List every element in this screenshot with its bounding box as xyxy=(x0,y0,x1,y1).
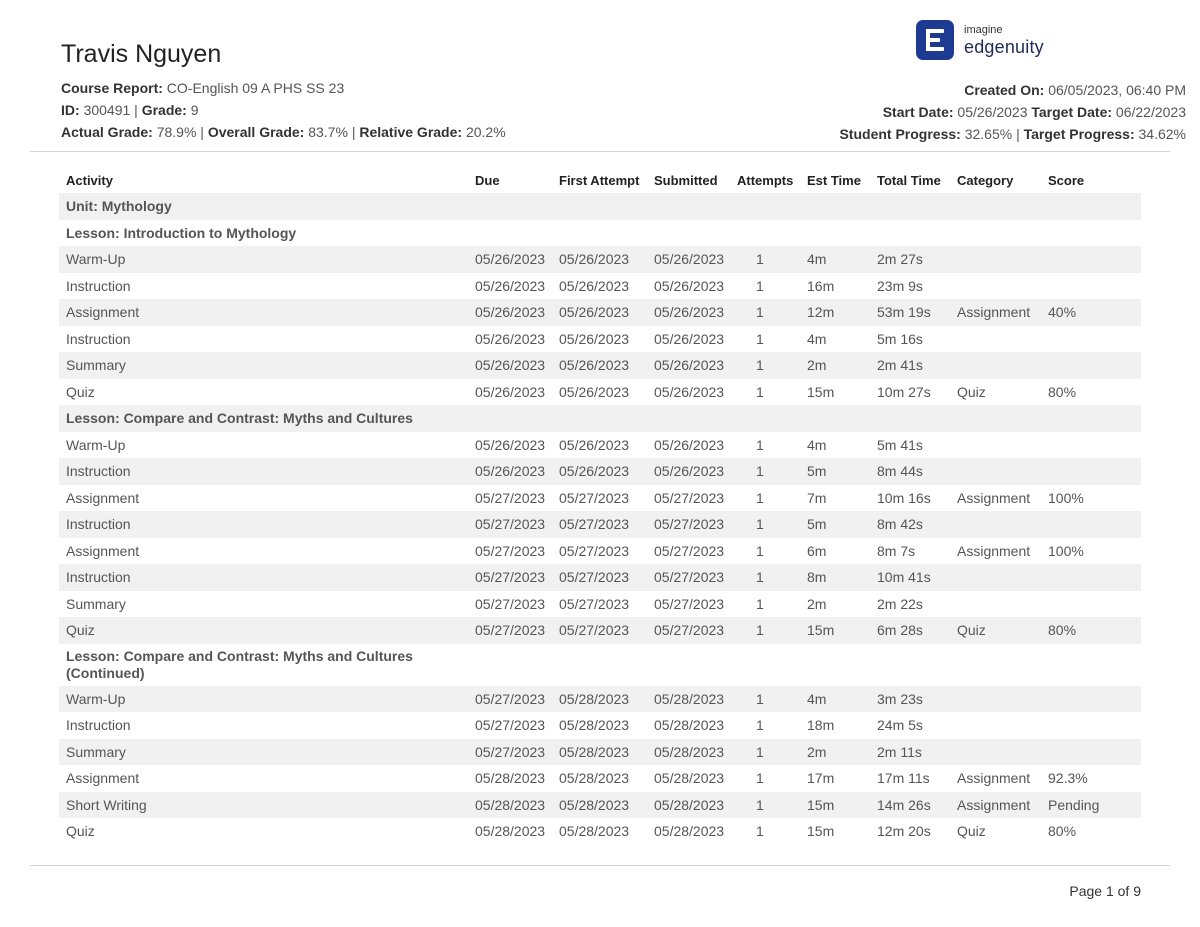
edgenuity-logo xyxy=(916,20,1056,62)
cell-category xyxy=(950,432,1041,459)
cell-category: Quiz xyxy=(950,617,1041,644)
cell-category xyxy=(950,686,1041,713)
unit-title: Unit: Mythology xyxy=(59,193,468,220)
cell-score xyxy=(1041,273,1141,300)
cell-total-time: 2m 11s xyxy=(870,739,950,766)
row-filler xyxy=(468,193,1141,220)
cell-due: 05/26/2023 xyxy=(475,436,546,453)
cell-due: 05/27/2023 xyxy=(475,595,546,612)
cell-activity: Summary xyxy=(59,739,468,766)
cell-submitted: 05/26/2023 xyxy=(647,352,730,379)
cell-submitted: 05/28/2023 xyxy=(647,739,730,766)
cell-attempts: 1 xyxy=(730,617,800,644)
cell-first-attempt: 05/26/2023 xyxy=(552,299,647,326)
cell-category xyxy=(950,458,1041,485)
course-value: CO-English 09 A PHS SS 23 xyxy=(166,80,345,96)
table-row xyxy=(59,273,1141,300)
table-row xyxy=(59,379,1141,406)
cell-total-time: 8m 44s xyxy=(870,458,950,485)
cell-total-time: 17m 11s xyxy=(877,770,930,787)
grade-value: 9 xyxy=(190,102,199,118)
cell-first-attempt: 05/26/2023 xyxy=(559,330,630,347)
cell-activity: Instruction xyxy=(59,511,468,538)
cell-first-attempt: 05/26/2023 xyxy=(552,458,647,485)
cell-submitted: 05/27/2023 xyxy=(647,511,730,538)
cell-first-attempt: 05/27/2023 xyxy=(559,489,630,506)
table-row xyxy=(59,792,1141,819)
column-header-est-time: Est Time xyxy=(807,172,861,188)
cell-score xyxy=(1041,326,1141,353)
created-label: Created On: xyxy=(964,82,1045,98)
id-value: 300491 xyxy=(83,102,131,118)
cell-category xyxy=(950,352,1041,379)
cell-score xyxy=(1041,458,1141,485)
cell-total-time: 2m 41s xyxy=(870,352,950,379)
cell-activity: Assignment xyxy=(66,770,140,787)
cell-attempts: 1 xyxy=(730,299,800,326)
cell-due: 05/27/2023 xyxy=(468,617,552,644)
cell-score: 100% xyxy=(1048,542,1084,559)
table-row xyxy=(59,538,1141,565)
cell-total-time: 3m 23s xyxy=(870,686,950,713)
cell-est-time: 17m xyxy=(807,770,835,787)
cell-total-time: 8m 42s xyxy=(870,511,950,538)
cell-total-time: 8m 7s xyxy=(877,542,916,559)
cell-submitted: 05/27/2023 xyxy=(647,564,730,591)
created-value: 06/05/2023, 06:40 PM xyxy=(1048,82,1186,98)
column-header-submitted: Submitted xyxy=(654,172,718,188)
cell-first-attempt: 05/26/2023 xyxy=(552,352,647,379)
report-info-left xyxy=(61,77,506,143)
cell-activity: Warm-Up xyxy=(59,686,468,713)
cell-est-time: 4m xyxy=(800,246,870,273)
course-label: Course Report: xyxy=(61,80,163,96)
cell-est-time: 18m xyxy=(807,717,835,734)
cell-due: 05/27/2023 xyxy=(475,717,546,734)
cell-attempts: 1 xyxy=(756,542,764,559)
table-row xyxy=(59,352,1141,379)
column-header-due: Due xyxy=(475,172,500,188)
cell-score xyxy=(1041,712,1141,739)
cell-submitted: 05/26/2023 xyxy=(647,458,730,485)
cell-attempts: 1 xyxy=(756,383,764,400)
table-row xyxy=(59,432,1141,459)
column-header-attempts: Attempts xyxy=(737,172,794,188)
cell-attempts: 1 xyxy=(756,489,764,506)
table-row xyxy=(59,818,1141,845)
cell-total-time: 2m 27s xyxy=(870,246,950,273)
cell-first-attempt: 05/28/2023 xyxy=(552,686,647,713)
cell-submitted: 05/27/2023 xyxy=(654,542,725,559)
cell-est-time: 2m xyxy=(807,595,827,612)
cell-due: 05/26/2023 xyxy=(475,383,546,400)
cell-submitted: 05/27/2023 xyxy=(654,595,725,612)
lesson-title: Lesson: Compare and Contrast: Myths and Cultures xyxy=(59,405,468,432)
cell-first-attempt: 05/27/2023 xyxy=(552,511,647,538)
cell-total-time: 10m 41s xyxy=(870,564,950,591)
overall-grade-value: 83.7% xyxy=(308,124,348,140)
cell-score: Pending xyxy=(1041,792,1141,819)
column-header-score: Score xyxy=(1048,172,1085,188)
cell-total-time: 10m 16s xyxy=(877,489,931,506)
table-row xyxy=(59,739,1141,766)
cell-category: Assignment xyxy=(957,489,1031,506)
cell-total-time: 10m 27s xyxy=(877,383,931,400)
cell-est-time: 15m xyxy=(807,823,835,840)
footer-divider xyxy=(30,865,1170,866)
page-number: Page 1 of 9 xyxy=(1069,883,1141,899)
cell-score: 40% xyxy=(1041,299,1141,326)
cell-first-attempt: 05/28/2023 xyxy=(559,770,630,787)
logo-text-edgenuity: edgenuity xyxy=(964,37,1044,57)
logo-text-imagine: imagine xyxy=(964,24,1003,36)
cell-first-attempt: 05/26/2023 xyxy=(559,277,630,294)
cell-activity: Assignment xyxy=(66,542,140,559)
separator: | xyxy=(1016,126,1020,142)
table-row xyxy=(59,564,1141,591)
cell-first-attempt: 05/28/2023 xyxy=(559,717,630,734)
column-header-first-attempt: First Attempt xyxy=(559,172,640,188)
cell-category xyxy=(950,739,1041,766)
cell-est-time: 2m xyxy=(800,352,870,379)
table-row xyxy=(59,686,1141,713)
cell-activity: Quiz xyxy=(59,617,468,644)
cell-first-attempt: 05/28/2023 xyxy=(552,739,647,766)
cell-submitted: 05/28/2023 xyxy=(654,770,725,787)
cell-total-time: 53m 19s xyxy=(870,299,950,326)
cell-est-time: 4m xyxy=(807,436,827,453)
cell-attempts: 1 xyxy=(756,823,764,840)
cell-est-time: 15m xyxy=(800,792,870,819)
cell-due: 05/26/2023 xyxy=(468,458,552,485)
cell-attempts: 1 xyxy=(756,595,764,612)
cell-attempts: 1 xyxy=(756,277,764,294)
cell-attempts: 1 xyxy=(730,246,800,273)
student-progress-value: 32.65% xyxy=(964,126,1013,142)
cell-due: 05/26/2023 xyxy=(475,330,546,347)
cell-score: 80% xyxy=(1048,383,1077,400)
cell-score xyxy=(1041,352,1141,379)
lesson-title: Lesson: Introduction to Mythology xyxy=(66,224,297,241)
table-row xyxy=(59,246,1141,273)
table-row xyxy=(59,591,1141,618)
table-row xyxy=(59,712,1141,739)
cell-est-time: 8m xyxy=(800,564,870,591)
cell-score xyxy=(1041,591,1141,618)
cell-due: 05/27/2023 xyxy=(468,686,552,713)
cell-attempts: 1 xyxy=(756,330,764,347)
cell-first-attempt: 05/26/2023 xyxy=(559,436,630,453)
cell-due: 05/27/2023 xyxy=(475,489,546,506)
relative-grade-value: 20.2% xyxy=(465,124,506,140)
separator: | xyxy=(200,124,204,140)
table-row xyxy=(59,485,1141,512)
cell-activity: Warm-Up xyxy=(59,246,468,273)
unit-row xyxy=(59,193,1141,220)
cell-est-time: 12m xyxy=(800,299,870,326)
cell-attempts: 1 xyxy=(730,352,800,379)
target-date-value: 06/22/2023 xyxy=(1115,104,1186,120)
grades-line xyxy=(61,121,506,143)
id-label: ID: xyxy=(61,102,80,118)
cell-category: Assignment xyxy=(950,792,1041,819)
cell-category xyxy=(950,564,1041,591)
cell-score xyxy=(1041,246,1141,273)
cell-est-time: 6m xyxy=(807,542,827,559)
cell-submitted: 05/28/2023 xyxy=(654,717,725,734)
lesson-title: Lesson: Compare and Contrast: Myths and Cultures (Continued) xyxy=(66,647,413,681)
cell-attempts: 1 xyxy=(730,458,800,485)
cell-due: 05/27/2023 xyxy=(475,542,546,559)
cell-score: 80% xyxy=(1048,823,1077,840)
row-filler xyxy=(468,644,1141,686)
cell-score xyxy=(1041,739,1141,766)
cell-category: Quiz xyxy=(957,823,986,840)
column-header-activity: Activity xyxy=(66,172,113,188)
cell-due: 05/28/2023 xyxy=(475,770,546,787)
course-line xyxy=(61,77,506,99)
table-body xyxy=(59,193,1141,845)
row-filler xyxy=(468,220,1141,247)
actual-grade-value: 78.9% xyxy=(156,124,197,140)
overall-grade-label: Overall Grade: xyxy=(207,124,305,140)
separator: | xyxy=(351,124,356,140)
header-divider xyxy=(30,151,1170,152)
target-date-label: Target Date: xyxy=(1031,104,1113,120)
table-row xyxy=(59,765,1141,792)
cell-first-attempt: 05/27/2023 xyxy=(559,542,630,559)
cell-submitted: 05/28/2023 xyxy=(647,686,730,713)
cell-category: Assignment xyxy=(957,770,1031,787)
progress-line xyxy=(839,123,1186,145)
cell-submitted: 05/26/2023 xyxy=(654,277,725,294)
cell-submitted: 05/27/2023 xyxy=(654,489,725,506)
cell-est-time: 5m xyxy=(800,511,870,538)
cell-submitted: 05/26/2023 xyxy=(654,330,725,347)
lesson-row xyxy=(59,220,1141,247)
cell-attempts: 1 xyxy=(730,739,800,766)
actual-grade-label: Actual Grade: xyxy=(61,124,153,140)
cell-score xyxy=(1041,511,1141,538)
cell-due: 05/26/2023 xyxy=(468,246,552,273)
cell-activity: Instruction xyxy=(59,564,468,591)
cell-activity: Quiz xyxy=(66,383,95,400)
cell-first-attempt: 05/28/2023 xyxy=(559,823,630,840)
cell-activity: Instruction xyxy=(66,330,131,347)
cell-submitted: 05/26/2023 xyxy=(647,246,730,273)
cell-submitted: 05/26/2023 xyxy=(654,383,725,400)
cell-est-time: 5m xyxy=(800,458,870,485)
cell-category: Quiz xyxy=(957,383,986,400)
student-progress-label: Student Progress: xyxy=(839,126,961,142)
cell-due: 05/27/2023 xyxy=(468,564,552,591)
activity-table xyxy=(59,167,1141,845)
table-row xyxy=(59,458,1141,485)
cell-est-time: 15m xyxy=(807,383,835,400)
cell-first-attempt: 05/27/2023 xyxy=(552,617,647,644)
cell-total-time: 14m 26s xyxy=(870,792,950,819)
report-info-right xyxy=(839,79,1186,145)
cell-score: 100% xyxy=(1048,489,1084,506)
target-progress-value: 34.62% xyxy=(1138,126,1186,142)
cell-activity: Quiz xyxy=(66,823,95,840)
cell-est-time: 15m xyxy=(800,617,870,644)
cell-activity: Warm-Up xyxy=(66,436,126,453)
cell-attempts: 1 xyxy=(730,686,800,713)
cell-first-attempt: 05/28/2023 xyxy=(552,792,647,819)
cell-score: 92.3% xyxy=(1048,770,1088,787)
cell-activity: Short Writing xyxy=(59,792,468,819)
column-header-total-time: Total Time xyxy=(877,172,941,188)
start-date-label: Start Date: xyxy=(882,104,954,120)
cell-activity: Instruction xyxy=(59,458,468,485)
row-filler xyxy=(468,405,1141,432)
cell-attempts: 1 xyxy=(730,792,800,819)
cell-total-time: 2m 22s xyxy=(877,595,923,612)
dates-line xyxy=(839,101,1186,123)
cell-first-attempt: 05/27/2023 xyxy=(552,564,647,591)
cell-submitted: 05/26/2023 xyxy=(654,436,725,453)
relative-grade-label: Relative Grade: xyxy=(359,124,463,140)
lesson-row xyxy=(59,644,1141,686)
separator: | xyxy=(134,102,138,118)
cell-category xyxy=(950,511,1041,538)
cell-attempts: 1 xyxy=(730,564,800,591)
cell-activity: Assignment xyxy=(59,299,468,326)
cell-category xyxy=(950,273,1041,300)
cell-est-time: 16m xyxy=(807,277,835,294)
cell-submitted: 05/27/2023 xyxy=(647,617,730,644)
cell-activity: Summary xyxy=(59,352,468,379)
created-line xyxy=(839,79,1186,101)
cell-score xyxy=(1041,564,1141,591)
cell-attempts: 1 xyxy=(756,770,764,787)
cell-category xyxy=(950,246,1041,273)
cell-submitted: 05/28/2023 xyxy=(654,823,725,840)
cell-category: Assignment xyxy=(950,299,1041,326)
lesson-row xyxy=(59,405,1141,432)
cell-activity: Assignment xyxy=(66,489,140,506)
cell-total-time: 5m 16s xyxy=(877,330,923,347)
cell-due: 05/27/2023 xyxy=(468,511,552,538)
table-row xyxy=(59,511,1141,538)
cell-submitted: 05/26/2023 xyxy=(647,299,730,326)
cell-total-time: 5m 41s xyxy=(877,436,923,453)
cell-est-time: 2m xyxy=(800,739,870,766)
cell-score xyxy=(1041,432,1141,459)
cell-due: 05/26/2023 xyxy=(475,277,546,294)
cell-est-time: 7m xyxy=(807,489,827,506)
cell-activity: Instruction xyxy=(66,277,131,294)
cell-attempts: 1 xyxy=(730,511,800,538)
cell-total-time: 12m 20s xyxy=(877,823,931,840)
table-header-row xyxy=(59,167,1141,193)
cell-category xyxy=(950,326,1041,353)
cell-category: Assignment xyxy=(957,542,1031,559)
cell-first-attempt: 05/26/2023 xyxy=(559,383,630,400)
id-grade-line xyxy=(61,99,506,121)
grade-label: Grade: xyxy=(141,102,187,118)
cell-total-time: 6m 28s xyxy=(870,617,950,644)
table-row xyxy=(59,299,1141,326)
cell-due: 05/26/2023 xyxy=(468,299,552,326)
cell-score: 80% xyxy=(1041,617,1141,644)
cell-submitted: 05/28/2023 xyxy=(647,792,730,819)
table-row xyxy=(59,617,1141,644)
cell-total-time: 24m 5s xyxy=(877,717,923,734)
student-name: Travis Nguyen xyxy=(61,40,222,68)
target-progress-label: Target Progress: xyxy=(1023,126,1135,142)
cell-category xyxy=(950,591,1041,618)
cell-first-attempt: 05/27/2023 xyxy=(559,595,630,612)
cell-category xyxy=(950,712,1041,739)
cell-due: 05/28/2023 xyxy=(468,792,552,819)
cell-activity: Summary xyxy=(66,595,126,612)
cell-due: 05/28/2023 xyxy=(475,823,546,840)
cell-total-time: 23m 9s xyxy=(877,277,923,294)
cell-attempts: 1 xyxy=(756,717,764,734)
cell-attempts: 1 xyxy=(756,436,764,453)
cell-est-time: 4m xyxy=(800,686,870,713)
cell-activity: Instruction xyxy=(66,717,131,734)
column-header-category: Category xyxy=(957,172,1014,188)
cell-first-attempt: 05/26/2023 xyxy=(552,246,647,273)
table-row xyxy=(59,326,1141,353)
start-date-value: 05/26/2023 xyxy=(957,104,1028,120)
cell-est-time: 4m xyxy=(807,330,827,347)
cell-due: 05/26/2023 xyxy=(468,352,552,379)
cell-due: 05/27/2023 xyxy=(468,739,552,766)
edgenuity-logo-icon xyxy=(916,20,954,60)
cell-score xyxy=(1041,686,1141,713)
